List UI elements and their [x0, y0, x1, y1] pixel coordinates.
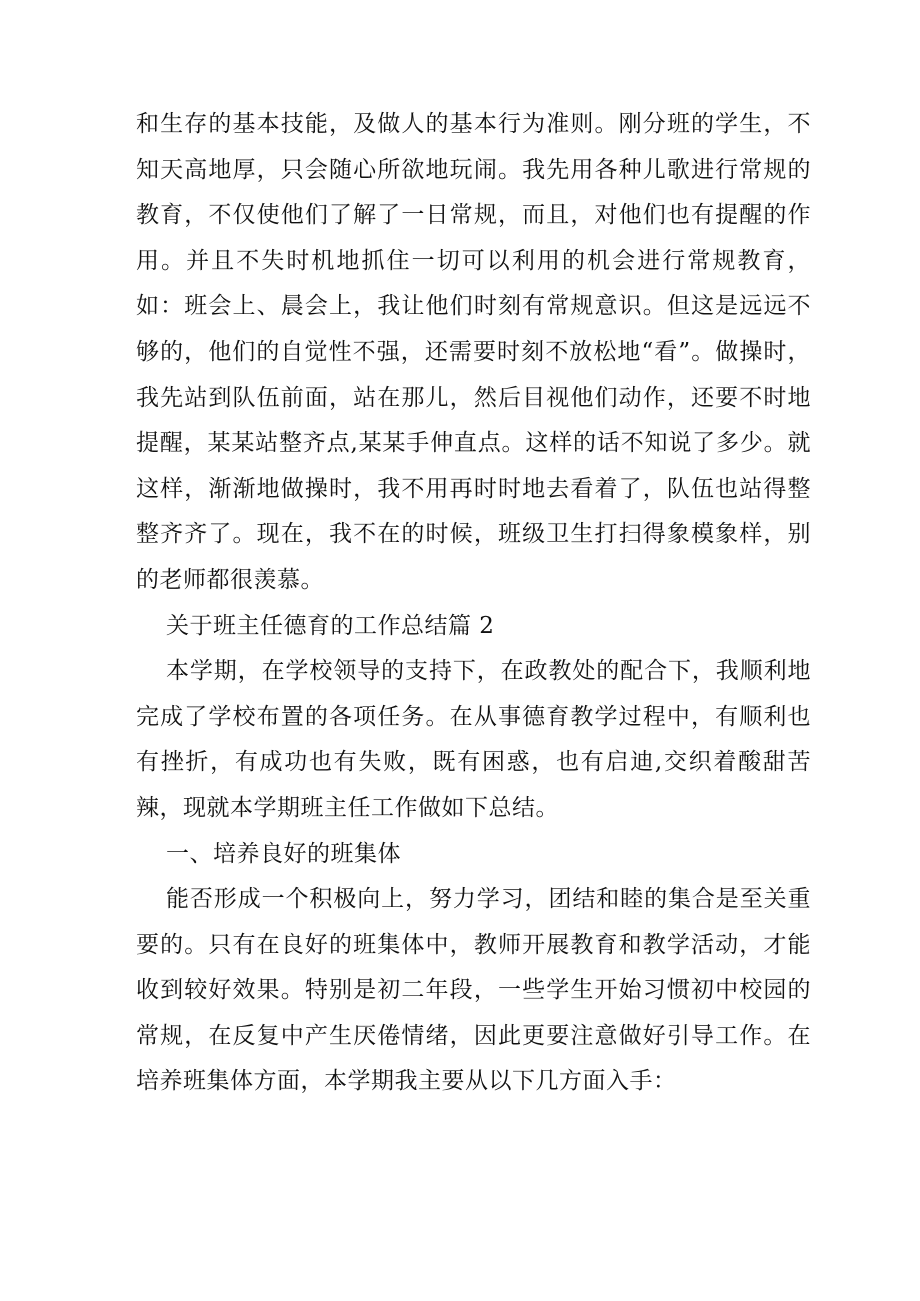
paragraph-routine-education: 和生存的基本技能，及做人的基本行为准则。刚分班的学生，不知天高地厚，只会随心所欲地玩闹。我先用各种儿歌进行常规的教育，不仅使他们了解了一日常规，而且，对他们也有提醒的作用。并且不失时机地抓住一切可以利用的机会进行常规教育，如：班会上、晨会上，我让他们时刻有常规意识。但这是远远不够的，他们的自觉性不强，还需要时刻不放松地“看”。做操时，我先站到队伍前面，站在那儿，然后目视他们动作，还要不时地提醒，某某站整齐点,某某手伸直点。这样的话不知说了多少。就这样，渐渐地做操时，我不用再时时地去看着了，队伍也站得整整齐齐了。现在，我不在的时候，班级卫生打扫得象模象样，别的老师都很羡慕。	[136, 111, 811, 593]
paragraph-class-collective: 能否形成一个积极向上，努力学习，团结和睦的集合是至关重要的。只有在良好的班集体中，教师开展教育和教学活动，才能收到较好效果。特别是初二年段，一些学生开始习惯初中校园的常规，在反复中产生厌倦情绪，因此更要注意做好引导工作。在培养班集体方面，本学期我主要从以下几方面入手：	[136, 886, 811, 1095]
section-heading-part-2: 关于班主任德育的工作总结篇 2	[166, 612, 495, 639]
section-heading-class-collective: 一、培养良好的班集体	[166, 840, 401, 867]
paragraph-semester-summary: 本学期，在学校领导的支持下，在政教处的配合下，我顺利地完成了学校布置的各项任务。在从事德育教学过程中，有顺利也有挫折，有成功也有失败，既有困惑，也有启迪,交织着酸甜苦辣，现就本学期班主任工作做如下总结。	[136, 658, 811, 821]
document-body	[136, 102, 811, 1105]
